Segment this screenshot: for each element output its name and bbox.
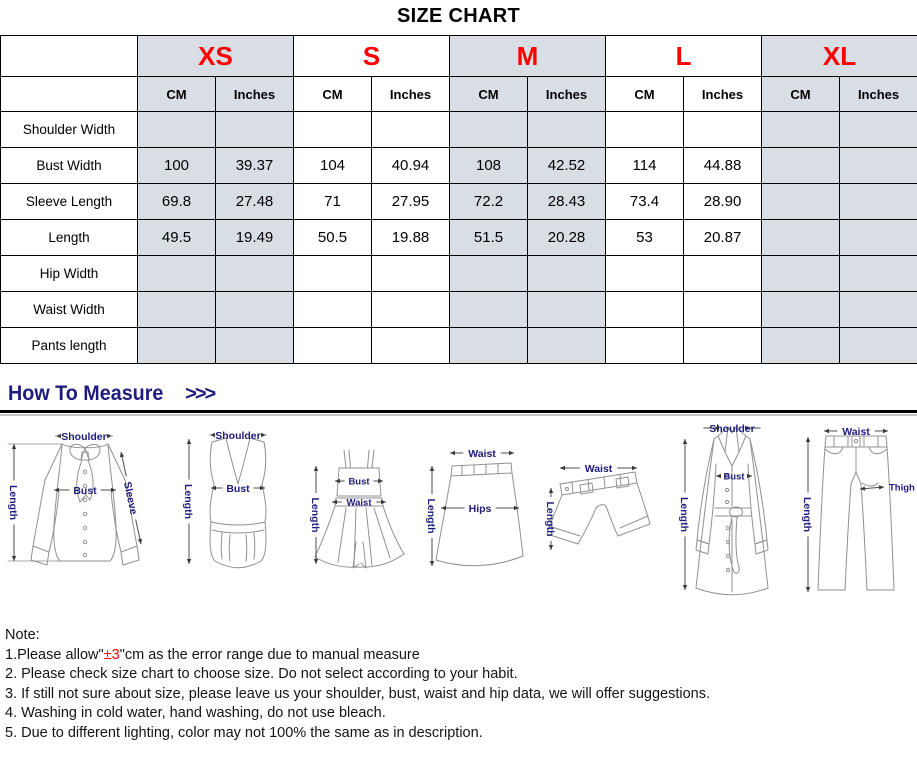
value-cell (528, 292, 606, 328)
arrowhead-icon (187, 439, 191, 444)
value-cell (450, 112, 528, 148)
value-cell (372, 256, 450, 292)
coat-outline (696, 427, 768, 595)
measure-hips (441, 503, 519, 515)
value-cell (762, 220, 840, 256)
value-cell (216, 292, 294, 328)
measure-label: Waist (842, 426, 870, 438)
chevrons-icon: >>> (185, 383, 214, 405)
size-header-m: M (450, 36, 606, 77)
value-cell (840, 220, 917, 256)
value-cell (294, 328, 372, 364)
measure-label: Length (678, 497, 690, 532)
measure-label: Shoulder (61, 431, 107, 443)
arrowhead-icon (120, 452, 124, 457)
pants-outline (818, 436, 894, 590)
unit-header-m-cm: CM (450, 77, 528, 112)
arrowhead-icon (450, 451, 455, 455)
value-cell (840, 292, 917, 328)
value-cell: 19.88 (372, 220, 450, 256)
size-header-s: S (294, 36, 450, 77)
measure-label: Shoulder (215, 430, 261, 442)
unit-header-xs-inches: Inches (216, 77, 294, 112)
table-row (1, 148, 917, 184)
measure-thigh (860, 482, 915, 493)
coat-diagram (670, 422, 792, 600)
measure-length (678, 439, 690, 590)
corner-cell-2 (1, 77, 138, 112)
measure-bust (335, 476, 383, 487)
value-cell (606, 256, 684, 292)
tank-top-diagram (176, 430, 294, 576)
shorts-diagram (540, 462, 662, 556)
measure-waist (332, 497, 386, 508)
value-cell: 42.52 (528, 148, 606, 184)
value-cell: 50.5 (294, 220, 372, 256)
value-cell (138, 328, 216, 364)
measure-label: Waist (468, 448, 496, 460)
value-cell (684, 292, 762, 328)
measure-length (425, 466, 437, 566)
shorts-outline (547, 472, 650, 544)
note-1-highlight: ±3 (104, 647, 120, 663)
corner-cell (1, 36, 138, 77)
row-label-bust-width: Bust Width (1, 148, 138, 184)
measure-bust (211, 483, 265, 495)
measure-label: Bust (226, 483, 250, 495)
skirt-diagram (424, 446, 529, 570)
pants-diagram (798, 426, 915, 598)
tank-top-outline (210, 438, 266, 568)
value-cell: 28.43 (528, 184, 606, 220)
value-cell (762, 292, 840, 328)
blouse-diagram (4, 430, 152, 576)
arrowhead-icon (430, 561, 434, 566)
note-1-prefix: 1.Please allow" (5, 647, 104, 663)
value-cell (372, 328, 450, 364)
note-item-3: 3. If still not sure about size, please leave us your shoulder, bust, waist and hip data, we will offer suggestions. (5, 685, 917, 705)
row-label-shoulder-width: Shoulder Width (1, 112, 138, 148)
arrowhead-icon (549, 488, 553, 493)
table-row (1, 256, 917, 292)
measure-label: Length (182, 484, 194, 519)
unit-header-xl-inches: Inches (840, 77, 917, 112)
value-cell: 108 (450, 148, 528, 184)
value-cell: 39.37 (216, 148, 294, 184)
row-label-pants-length: Pants length (1, 328, 138, 364)
measure-length (544, 488, 556, 550)
value-cell: 19.49 (216, 220, 294, 256)
value-cell: 44.88 (684, 148, 762, 184)
measure-shoulder (209, 430, 266, 442)
unit-header-s-cm: CM (294, 77, 372, 112)
measure-waist (560, 463, 637, 475)
value-cell: 40.94 (372, 148, 450, 184)
value-cell: 73.4 (606, 184, 684, 220)
measure-length (801, 437, 813, 592)
arrowhead-icon (441, 506, 446, 510)
measure-bust (716, 471, 752, 482)
value-cell (138, 292, 216, 328)
table-row (1, 328, 917, 364)
arrowhead-icon (560, 466, 565, 470)
arrowhead-icon (806, 587, 810, 592)
value-cell: 27.48 (216, 184, 294, 220)
value-cell (606, 112, 684, 148)
dress-outline (315, 450, 404, 568)
arrowhead-icon (683, 585, 687, 590)
value-cell: 27.95 (372, 184, 450, 220)
unit-header-s-inches: Inches (372, 77, 450, 112)
value-cell (138, 256, 216, 292)
measure-label: Bust (723, 471, 745, 482)
note-item-5: 5. Due to different lighting, color may not 100% the same as in description. (5, 724, 917, 744)
value-cell (294, 292, 372, 328)
arrowhead-icon (509, 451, 514, 455)
notes-section (5, 626, 917, 743)
arrowhead-icon (187, 559, 191, 564)
row-label-hip-width: Hip Width (1, 256, 138, 292)
value-cell: 53 (606, 220, 684, 256)
measure-label: Length (544, 502, 556, 537)
note-item-4: 4. Washing in cold water, hand washing, do not use bleach. (5, 704, 917, 724)
value-cell (840, 112, 917, 148)
value-cell (216, 112, 294, 148)
value-cell (762, 148, 840, 184)
measure-shoulder (703, 423, 760, 435)
measure-label: Length (425, 499, 437, 534)
measure-bust (54, 485, 116, 497)
arrowhead-icon (261, 433, 266, 437)
value-cell (606, 328, 684, 364)
measure-label: Waist (347, 497, 373, 508)
table-row (1, 184, 917, 220)
table-row (1, 220, 917, 256)
value-cell: 104 (294, 148, 372, 184)
value-cell: 20.28 (528, 220, 606, 256)
size-table (0, 35, 917, 364)
value-cell: 28.90 (684, 184, 762, 220)
size-header-l: L (606, 36, 762, 77)
unit-header-xs-cm: CM (138, 77, 216, 112)
value-cell: 72.2 (450, 184, 528, 220)
value-cell (684, 328, 762, 364)
size-header-xl: XL (762, 36, 917, 77)
arrowhead-icon (549, 545, 553, 550)
value-cell (684, 256, 762, 292)
value-cell (840, 184, 917, 220)
value-cell (294, 112, 372, 148)
value-cell: 71 (294, 184, 372, 220)
value-cell (762, 184, 840, 220)
note-1-suffix: "cm as the error range due to manual measure (120, 647, 420, 663)
value-cell (372, 292, 450, 328)
value-cell (138, 112, 216, 148)
dress-diagram (306, 446, 414, 570)
measure-label: Bust (348, 476, 370, 487)
value-cell: 49.5 (138, 220, 216, 256)
unit-header-xl-cm: CM (762, 77, 840, 112)
value-cell (216, 328, 294, 364)
unit-header-m-inches: Inches (528, 77, 606, 112)
value-cell (528, 256, 606, 292)
arrowhead-icon (683, 439, 687, 444)
arrowhead-icon (883, 429, 888, 433)
value-cell (762, 328, 840, 364)
value-cell (372, 112, 450, 148)
value-cell (840, 328, 917, 364)
measure-waist (450, 448, 514, 460)
notes-heading: Note: (5, 626, 917, 646)
value-cell (684, 112, 762, 148)
value-cell: 69.8 (138, 184, 216, 220)
arrowhead-icon (138, 539, 142, 544)
arrowhead-icon (716, 474, 721, 478)
measure-label: Sleeve (121, 481, 140, 516)
value-cell: 51.5 (450, 220, 528, 256)
measure-label: Shoulder (709, 423, 755, 435)
arrowhead-icon (107, 434, 112, 438)
value-cell (216, 256, 294, 292)
measure-length (7, 444, 19, 561)
value-cell: 100 (138, 148, 216, 184)
measure-sleeve (120, 452, 142, 544)
value-cell (528, 328, 606, 364)
arrowhead-icon (381, 500, 386, 504)
arrowhead-icon (430, 466, 434, 471)
measure-label: Bust (73, 485, 97, 497)
table-row (1, 292, 917, 328)
arrowhead-icon (12, 556, 16, 561)
measure-shoulder (55, 431, 112, 443)
row-label-length: Length (1, 220, 138, 256)
value-cell (528, 112, 606, 148)
value-cell (450, 328, 528, 364)
value-cell: 114 (606, 148, 684, 184)
arrowhead-icon (12, 444, 16, 449)
table-row (1, 112, 917, 148)
size-header-row (1, 36, 917, 77)
arrowhead-icon (314, 559, 318, 564)
size-header-xs: XS (138, 36, 294, 77)
arrowhead-icon (632, 466, 637, 470)
page-title: SIZE CHART (0, 5, 917, 28)
value-cell: 20.87 (684, 220, 762, 256)
row-label-sleeve-length: Sleeve Length (1, 184, 138, 220)
unit-header-l-inches: Inches (684, 77, 762, 112)
arrowhead-icon (824, 429, 829, 433)
value-cell (606, 292, 684, 328)
row-label-waist-width: Waist Width (1, 292, 138, 328)
blouse-outline (8, 444, 139, 565)
how-to-measure-heading (8, 383, 917, 405)
arrowhead-icon (332, 500, 337, 504)
value-cell (840, 256, 917, 292)
measure-label: Length (801, 497, 813, 532)
value-cell (294, 256, 372, 292)
units-header-row (1, 77, 917, 112)
note-item-1 (5, 646, 917, 666)
arrowhead-icon (747, 474, 752, 478)
note-item-2: 2. Please check size chart to choose size. Do not select according to your habit. (5, 665, 917, 685)
unit-header-l-cm: CM (606, 77, 684, 112)
measure-length (182, 439, 194, 564)
value-cell (450, 292, 528, 328)
how-to-measure-label: How To Measure (8, 383, 163, 405)
measure-length (309, 466, 321, 564)
measure-label: Length (7, 485, 19, 520)
how-to-measure-diagrams (0, 414, 917, 617)
value-cell (840, 148, 917, 184)
value-cell (762, 256, 840, 292)
arrowhead-icon (879, 485, 884, 489)
arrowhead-icon (314, 466, 318, 471)
value-cell (762, 112, 840, 148)
measure-label: Length (309, 498, 321, 533)
measure-label: Hips (469, 503, 492, 515)
value-cell (450, 256, 528, 292)
arrowhead-icon (806, 437, 810, 442)
measure-label: Waist (585, 463, 613, 475)
measure-label: Thigh (889, 482, 915, 493)
